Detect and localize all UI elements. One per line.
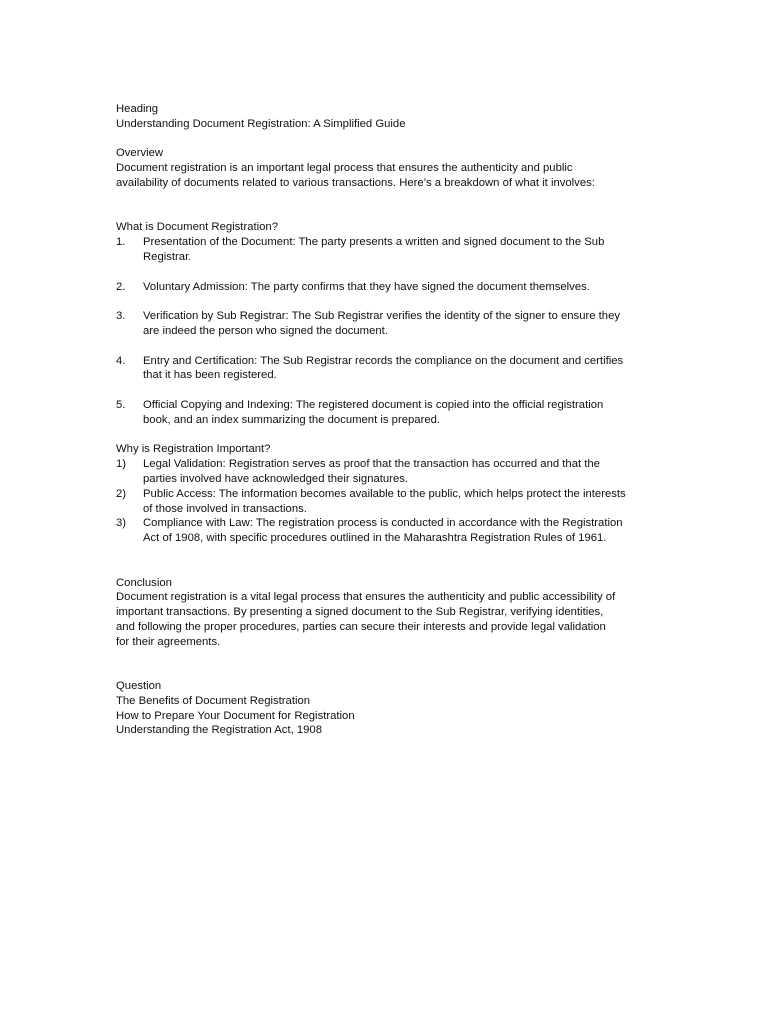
spacer [116, 546, 661, 576]
list-item-line: of those involved in transactions. [143, 502, 307, 515]
list-item-line: Public Access: The information becomes available to the public, which helps protect the interests [143, 487, 626, 500]
list-item [116, 354, 661, 384]
list-item [116, 309, 661, 339]
heading-label: Heading [116, 103, 159, 115]
list-item-line: Compliance with Law: The registration process is conducted in accordance with the Registration [143, 517, 623, 530]
list-number: 1) [116, 458, 127, 471]
list-item [116, 235, 661, 265]
overview-label: Overview [116, 147, 164, 160]
list-item [116, 398, 661, 428]
list-item-line: parties involved have acknowledged their signatures. [143, 472, 409, 485]
list-item [116, 280, 661, 295]
list-item-line: Entry and Certification: The Sub Registrar records the compliance on the document and certifies [143, 354, 624, 367]
questions-label: Question [116, 680, 162, 693]
conclusion-section [116, 576, 661, 650]
list-number: 5. [116, 398, 126, 411]
what-is-section [116, 220, 661, 427]
list-item-line: Registrar. [143, 250, 192, 263]
conclusion-line: and following the proper procedures, parties can secure their interests and provide legal validation [116, 620, 606, 633]
why-section [116, 442, 661, 546]
questions-section [116, 679, 661, 738]
document-page [116, 102, 661, 738]
overview-section [116, 146, 661, 190]
steps-list [116, 235, 661, 427]
list-item-line: Official Copying and Indexing: The registered document is copied into the official registration [143, 398, 604, 411]
conclusion-label: Conclusion [116, 576, 172, 589]
question-item: Understanding the Registration Act, 1908 [116, 724, 322, 737]
list-number: 4. [116, 354, 126, 367]
overview-line: availability of documents related to various transactions. Here’s a breakdown of what it involves: [116, 176, 595, 189]
list-item [116, 457, 661, 487]
conclusion-line: important transactions. By presenting a signed document to the Sub Registrar, verifying identities, [116, 606, 604, 619]
list-number: 2. [116, 280, 126, 293]
conclusion-line: Document registration is a vital legal process that ensures the authenticity and public accessibility of [116, 591, 616, 604]
spacer [116, 191, 661, 221]
list-number: 2) [116, 487, 127, 500]
list-item [116, 487, 661, 517]
list-item-line: Act of 1908, with specific procedures outlined in the Maharashtra Registration Rules of 1961. [143, 532, 607, 545]
list-item-line: Legal Validation: Registration serves as proof that the transaction has occurred and that the [143, 458, 600, 471]
conclusion-line: for their agreements. [116, 635, 221, 648]
list-number: 3) [116, 517, 127, 530]
list-item-line: Presentation of the Document: The party presents a written and signed document to the Sub [143, 236, 605, 249]
why-label: Why is Registration Important? [116, 443, 271, 456]
document-title: Understanding Document Registration: A Simplified Guide [116, 117, 406, 130]
reasons-list [116, 457, 661, 546]
list-number: 3. [116, 310, 126, 323]
list-item-line: that it has been registered. [143, 369, 277, 382]
question-item: How to Prepare Your Document for Registration [116, 709, 355, 722]
list-item-line: book, and an index summarizing the document is prepared. [143, 413, 441, 426]
list-item-line: Verification by Sub Registrar: The Sub Registrar verifies the identity of the signer to ensure they [143, 310, 621, 323]
spacer [116, 649, 661, 679]
list-item-line: Voluntary Admission: The party confirms that they have signed the document themselves. [143, 280, 590, 293]
list-item [116, 516, 661, 546]
spacer [116, 428, 661, 443]
what-is-label: What is Document Registration? [116, 221, 278, 234]
overview-line: Document registration is an important legal process that ensures the authenticity and public [116, 162, 573, 175]
question-item: The Benefits of Document Registration [116, 694, 311, 707]
list-item-line: are indeed the person who signed the document. [143, 324, 388, 337]
spacer [116, 132, 661, 147]
list-number: 1. [116, 236, 126, 249]
